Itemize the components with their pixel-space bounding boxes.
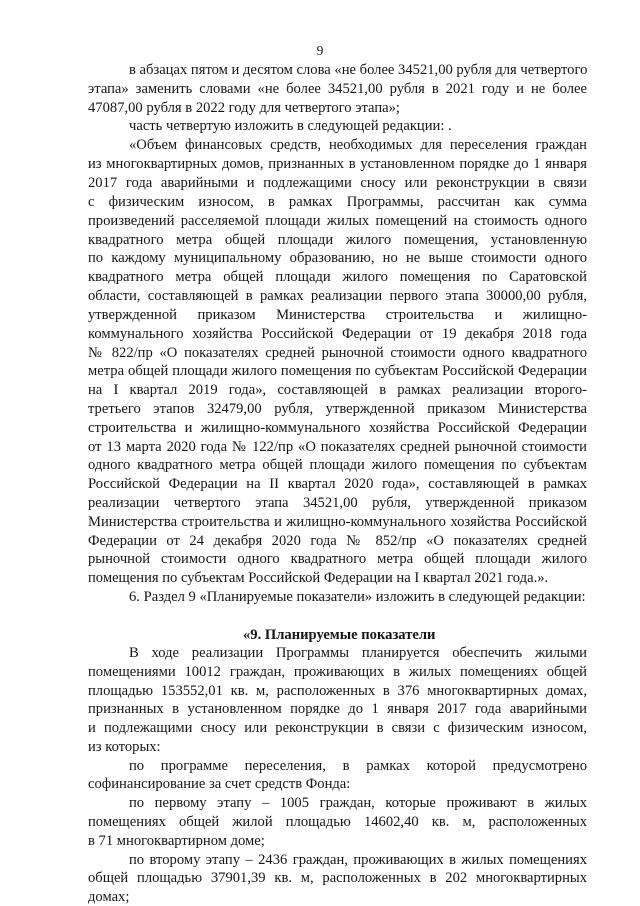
text-line: 47087,00 рубля в 2022 году для четвертого этапа»; (88, 100, 400, 116)
text-line: с физическим износом, в рамках Программы, рассчитан как сумма (88, 194, 587, 210)
section-heading: «9. Планируемые показатели (243, 627, 436, 643)
text-line: реализации четвертого этапа 34521,00 рубля, утвержденной приказом (88, 495, 587, 511)
text-line: одного квадратного метра общей площади жилого помещения по субъектам (88, 457, 587, 473)
page-number: 9 (316, 43, 324, 58)
text-line: квадратного метра общей площади жилого помещения по Саратовской (88, 269, 587, 285)
text-line: по второму этапу – 2436 граждан, проживающих в жилых помещениях (129, 852, 587, 868)
text-line: Федерации от 24 декабря 2020 года № 852/пр «О показателях средней (88, 533, 587, 549)
text-line: по программе переселения, в рамках которой предусмотрено (129, 758, 587, 774)
text-line: в абзацах пятом и десятом слова «не более 34521,00 рубля для четвертого (129, 62, 588, 78)
text-line: на I квартал 2019 года», составляющей в рамках реализации второго- (88, 382, 587, 398)
text-line: помещениях общей жилой площадью 14602,40 кв. м, расположенных (88, 814, 587, 830)
text-line: из которых: (88, 739, 161, 755)
text-line: метра общей площади жилого помещения по субъектам Российской Федерации (88, 363, 587, 379)
text-line: помещения по субъектам Российской Федерации на I квартал 2021 года.». (88, 570, 549, 586)
text-line: 2017 года аварийными и подлежащими сносу или реконструкции в связи (88, 175, 587, 191)
text-line: области, составляющей в рамках реализации первого этапа 30000,00 рубля, (88, 288, 587, 304)
text-line: общей площадью 37901,39 кв. м, расположенных в 202 многоквартирных (88, 870, 587, 886)
text-line: рыночной стоимости одного квадратного метра общей площади жилого (88, 551, 587, 567)
text-line: квадратного метра общей площади жилого помещения, установленную (88, 232, 587, 248)
text-line: софинансирование за счет средств Фонда: (88, 776, 351, 792)
text-line: коммунального хозяйства Российской Федерации от 19 декабря 2018 года (88, 326, 587, 342)
text-line: от 13 марта 2020 года № 122/пр «О показателях средней рыночной стоимости (88, 439, 587, 455)
text-line: В ходе реализации Программы планируется обеспечить жилыми (129, 645, 587, 661)
text-line: признанных в установленном порядке до 1 января 2017 года аварийными (88, 701, 587, 717)
text-line: Министерства строительства и жилищно-коммунального хозяйства Российской (88, 514, 587, 530)
text-line: 6. Раздел 9 «Планируемые показатели» изложить в следующей редакции: (129, 589, 586, 605)
text-line: третьего этапов 32479,00 рубля, утвержденной приказом Министерства (88, 401, 587, 417)
text-line: утвержденной приказом Министерства строительства и жилищно- (88, 307, 587, 323)
text-line: помещениями 10012 граждан, проживающих в жилых помещениях общей (88, 664, 587, 680)
text-line: произведений расселяемой площади жилых помещений на стоимость одного (88, 213, 587, 229)
text-line: строительства и жилищно-коммунального хозяйства Российской Федерации (88, 420, 587, 436)
text-line: этапа» заменить словами «не более 34521,00 рубля в 2021 году и не более (88, 81, 587, 97)
text-line: № 822/пр «О показателях средней рыночной стоимости одного квадратного (88, 345, 587, 361)
text-line: Российской Федерации на II квартал 2020 года», составляющей в рамках (88, 476, 587, 492)
text-line: домах; (88, 889, 130, 905)
text-line: по каждому муниципальному образованию, но не выше стоимости одного (88, 250, 587, 266)
text-line: и подлежащими сносу или реконструкции в связи с физическим износом, (88, 720, 587, 736)
text-line: «Объем финансовых средств, необходимых для переселения граждан (129, 137, 587, 153)
text-line: в 71 многоквартирном доме; (88, 833, 265, 849)
text-line: часть четвертую изложить в следующей редакции: . (129, 118, 452, 134)
text-line: из многоквартирных домов, признанных в установленном порядке до 1 января (88, 156, 587, 172)
text-line: по первому этапу – 1005 граждан, которые проживают в жилых (129, 795, 587, 811)
text-line: площадью 153552,01 кв. м, расположенных в 376 многоквартирных домах, (88, 683, 587, 699)
